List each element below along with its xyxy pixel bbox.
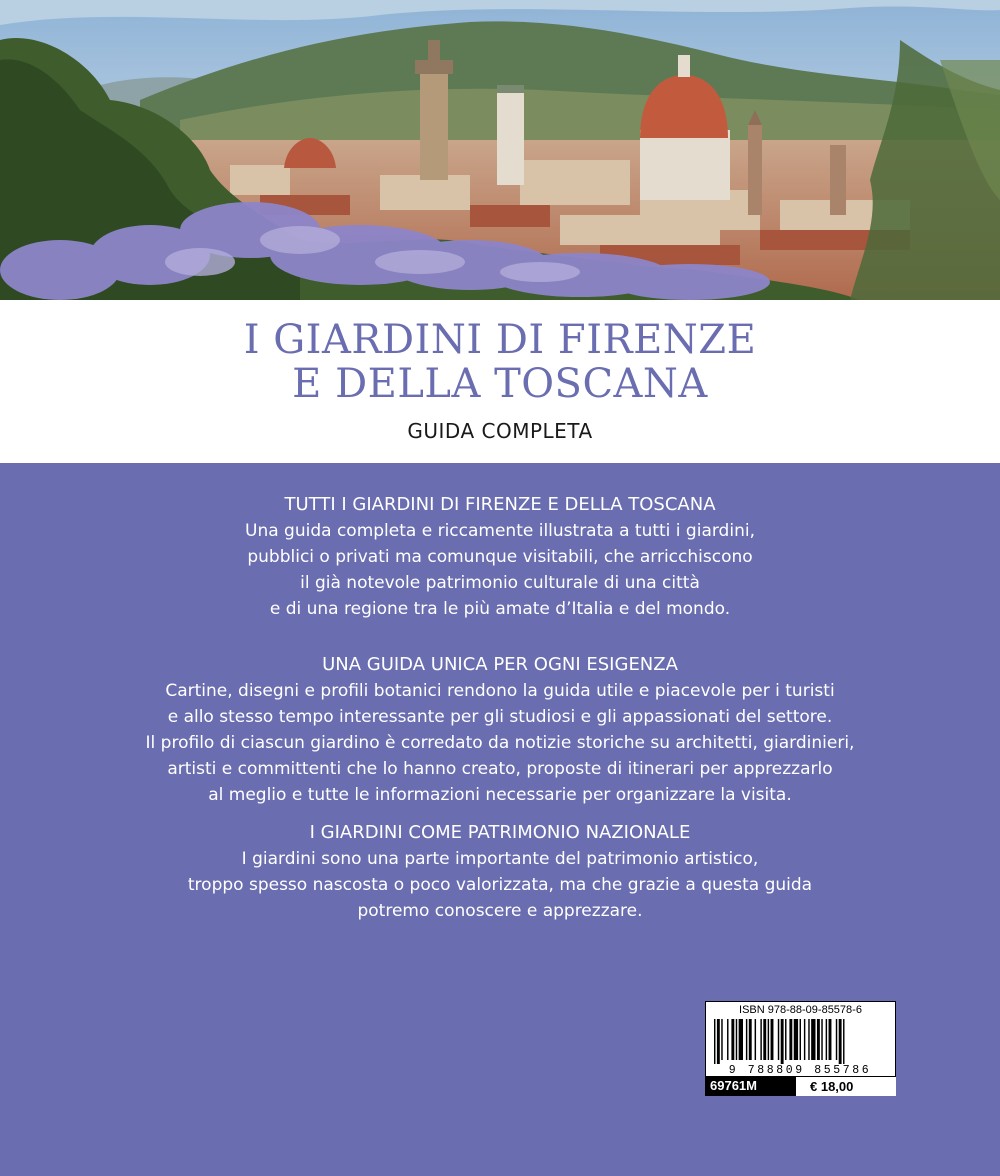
barcode-bar: [763, 1019, 766, 1060]
section-text-line: e di una regione tra le più amate d’Italia e del mondo.: [269, 599, 731, 619]
barcode-bar: [727, 1019, 728, 1060]
barcode-bar: [811, 1019, 815, 1060]
barcode-bar: [804, 1019, 805, 1060]
book-subtitle: GUIDA COMPLETA: [407, 419, 593, 443]
barcode-bar: [746, 1019, 747, 1060]
cover-photo-florence-skyline: [0, 0, 1000, 300]
barcode-bar: [760, 1019, 761, 1060]
section-text-line: il già notevole patrimonio culturale di una città: [300, 573, 700, 593]
isbn-label: ISBN 978-88-09-85578-6: [739, 1004, 862, 1016]
barcode-bar: [721, 1019, 722, 1060]
barcode-bar: [739, 1019, 743, 1060]
code-price-row: [705, 1076, 896, 1096]
section-heading: UNA GUIDA UNICA PER OGNI ESIGENZA: [322, 654, 678, 675]
section-heading: TUTTI I GIARDINI DI FIRENZE E DELLA TOSCANA: [284, 494, 716, 515]
barcode-bar: [821, 1019, 822, 1060]
product-code: 69761M: [705, 1076, 796, 1096]
barcode-bar: [768, 1019, 769, 1060]
section-text-line: I giardini sono una parte importante del patrimonio artistico,: [241, 849, 759, 869]
barcode-bar: [808, 1019, 809, 1060]
isbn-barcode-block: [705, 1001, 896, 1096]
section-text-line: potremo conoscere e apprezzare.: [357, 901, 643, 921]
barcode-bar: [717, 1019, 720, 1064]
barcode-bar: [794, 1019, 798, 1060]
section-text-line: Il profilo di ciascun giardino è corredato da notizie storiche su architetti, giardinieri,: [145, 733, 855, 753]
barcode-bar: [778, 1019, 779, 1060]
blurb-section: [0, 492, 1000, 622]
barcode-bar: [829, 1019, 832, 1060]
barcode-bar: [714, 1019, 715, 1064]
barcode-digits: 9 788809 855786: [728, 1064, 872, 1075]
section-text-line: troppo spesso nascosta o poco valorizzata, ma che grazie a questa guida: [187, 875, 813, 895]
barcode-bar: [826, 1019, 827, 1060]
title-band: [0, 300, 1000, 463]
blurb-section: [0, 652, 1000, 808]
section-text-line: pubblici o privati ma comunque visitabili, che arricchiscono: [247, 547, 753, 567]
barcode-icon: [710, 1019, 891, 1075]
section-text-line: e allo stesso tempo interessante per gli studiosi e gli appassionati del settore.: [167, 707, 833, 727]
barcode-bar: [755, 1019, 756, 1060]
barcode-bar: [836, 1019, 837, 1060]
book-title-line-1: I GIARDINI DI FIRENZE: [243, 317, 757, 363]
price-label: € 18,00: [796, 1076, 896, 1096]
barcode-bar: [800, 1019, 801, 1060]
barcode-bar: [843, 1019, 844, 1064]
blurb-section: [0, 820, 1000, 924]
book-title-line-2: E DELLA TOSCANA: [292, 361, 708, 407]
section-text-line: Cartine, disegni e profili botanici rendono la guida utile e piacevole per i turisti: [165, 681, 835, 701]
section-text-line: al meglio e tutte le informazioni necessarie per organizzare la visita.: [208, 785, 792, 805]
section-text-line: Una guida completa e riccamente illustrata a tutti i giardini,: [245, 521, 755, 541]
barcode-bar: [749, 1019, 752, 1060]
barcode-bar: [731, 1019, 734, 1060]
barcode-bar: [789, 1019, 792, 1060]
barcode-bar: [785, 1019, 786, 1060]
section-heading: I GIARDINI COME PATRIMONIO NAZIONALE: [309, 822, 691, 843]
section-text-line: artisti e committenti che lo hanno creato, proposte di itinerari per apprezzarlo: [167, 759, 833, 779]
barcode-bar: [771, 1019, 774, 1060]
barcode-bar: [839, 1019, 842, 1064]
back-cover-blurb: [0, 463, 1000, 1023]
barcode-bar: [781, 1019, 784, 1064]
barcode-bar: [736, 1019, 737, 1060]
barcode-bar: [817, 1019, 820, 1060]
